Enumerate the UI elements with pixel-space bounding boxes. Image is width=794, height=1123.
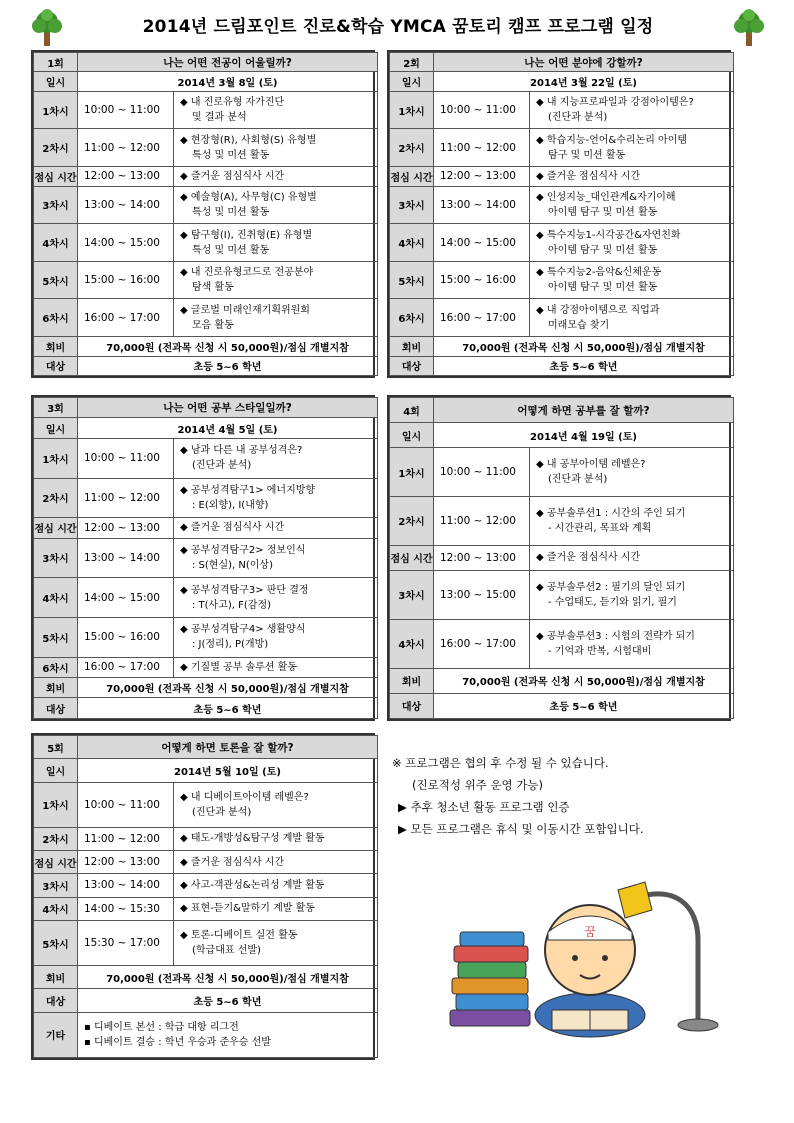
activity-line-2: (진단과 분석) [548,474,608,486]
etc-label: 기타 [34,1012,78,1057]
time-range: 14:00 ~ 15:00 [78,578,174,618]
fee-value: 70,000원 (전과목 신청 시 50,000원)/점심 개별지참 [78,966,378,989]
time-range: 15:30 ~ 17:00 [78,920,174,965]
target-value: 초등 5~6 학년 [78,698,378,719]
title-bar [30,8,766,48]
activity-line-2: (진단과 분석) [548,112,608,124]
time-range: 11:00 ~ 12:00 [78,129,174,167]
time-range: 15:00 ~ 16:00 [78,261,174,299]
activity-cell [174,782,378,827]
activity-line-2: 탐구 및 미션 활동 [548,149,626,161]
activity-cell [174,299,378,337]
target-value: 초등 5~6 학년 [434,356,734,375]
period-label: 3차시 [34,186,78,224]
kid-icon [535,905,645,1037]
session-2-table [387,50,731,378]
schedule-row [34,91,378,129]
activity-cell [174,897,378,920]
note-revision: ※ 프로그램은 협의 후 수정 될 수 있습니다. [392,756,609,770]
note-career: (진로적성 위주 운영 가능) [412,778,544,792]
schedule-row [34,897,378,920]
period-label: 3차시 [34,874,78,897]
notes [392,752,772,840]
period-label: 2차시 [390,497,434,546]
session-theme: 나는 어떤 분야에 강할까? [434,53,734,72]
session-date: 2014년 5월 10일 (토) [78,759,378,782]
schedule-row [34,224,378,262]
activity-cell [174,91,378,129]
activity-cell [530,129,734,167]
target-row [34,989,378,1012]
activity-line-1: ◆ 남과 다른 내 공부성격은? [180,445,303,457]
activity-line-1: ◆ 즐거운 점심식사 시간 [536,170,641,182]
schedule-row [34,617,378,657]
fee-label: 회비 [34,678,78,698]
date-label: 일시 [34,759,78,782]
session-3-table [31,395,375,721]
book-stack-icon [450,932,530,1026]
activity-cell [174,224,378,262]
target-value: 초등 5~6 학년 [78,356,378,375]
tree-icon [30,8,64,48]
activity-cell [530,167,734,186]
target-value: 초등 5~6 학년 [434,693,734,718]
activity-cell [174,920,378,965]
activity-line-1: ◆ 공부솔루션1 : 시간의 주인 되기 [536,507,686,519]
period-label: 점심 시간 [390,167,434,186]
activity-line-1: ◆ 즐거운 점심식사 시간 [180,170,285,182]
time-range: 13:00 ~ 14:00 [78,186,174,224]
activity-cell [174,186,378,224]
activity-line-1: ◆ 공부성격탐구1> 에너지방향 [180,484,316,496]
time-range: 11:00 ~ 12:00 [78,827,174,850]
activity-line-2: (진단과 분석) [192,806,252,818]
activity-line-2: (진단과 분석) [192,460,252,472]
period-label: 6차시 [34,299,78,337]
fee-row [390,668,734,693]
period-label: 2차시 [34,478,78,518]
time-range: 11:00 ~ 12:00 [434,129,530,167]
target-label: 대상 [34,698,78,719]
activity-cell [530,186,734,224]
time-range: 11:00 ~ 12:00 [434,497,530,546]
activity-cell [174,874,378,897]
fee-label: 회비 [390,337,434,356]
activity-cell [530,261,734,299]
activity-line-1: ◆ 내 지능프로파일과 강점아이템은? [536,97,694,109]
activity-line-1: ◆ 사고-객관성&논리성 계발 활동 [180,879,325,891]
activity-line-2: (학급대표 선발) [192,945,261,957]
session-header-row [34,53,378,72]
activity-cell [530,299,734,337]
session-theme: 어떻게 하면 공부를 잘 할까? [434,398,734,423]
schedule-row [34,518,378,538]
session-theme: 나는 어떤 공부 스타일일까? [78,398,378,418]
schedule-row [390,545,734,570]
activity-line-2: 아이템 탐구 및 미션 활동 [548,206,658,218]
activity-cell [530,91,734,129]
time-range: 13:00 ~ 14:00 [78,874,174,897]
activity-line-2: 미래모습 찾기 [548,319,610,331]
activity-line-1: ◆ 공부솔루션3 : 시험의 전략가 되기 [536,630,695,642]
activity-cell [530,497,734,546]
activity-line-2: : S(현실), N(이상) [192,559,273,571]
activity-cell [174,438,378,478]
date-label: 일시 [390,72,434,91]
activity-cell [530,224,734,262]
time-range: 15:00 ~ 16:00 [434,261,530,299]
session-number: 5회 [34,736,78,759]
period-label: 2차시 [390,129,434,167]
activity-line-1: ◆ 즐거운 점심식사 시간 [536,552,641,564]
activity-line-1: ◆ 예술형(A), 사무형(C) 유형별 [180,191,317,203]
activity-line-2: 탐색 활동 [192,282,234,294]
target-label: 대상 [390,693,434,718]
activity-line-1: ◆ 내 진로유형코드로 전공분야 [180,267,314,279]
session-date: 2014년 4월 19일 (토) [434,423,734,448]
activity-line-1: ◆ 공부성격탐구4> 생활양식 [180,624,306,636]
period-label: 1차시 [34,438,78,478]
fee-label: 회비 [390,668,434,693]
date-row [390,423,734,448]
fee-label: 회비 [34,337,78,356]
session-number: 3회 [34,398,78,418]
schedule-row [34,261,378,299]
session-number: 2회 [390,53,434,72]
period-label: 5차시 [34,617,78,657]
schedule-row [34,657,378,677]
activity-cell [174,129,378,167]
time-range: 13:00 ~ 14:00 [434,186,530,224]
time-range: 12:00 ~ 13:00 [434,545,530,570]
activity-line-1: ◆ 공부성격탐구3> 판단 결정 [180,584,309,596]
target-row [34,698,378,719]
activity-line-1: ◆ 태도-개방성&탐구성 계발 활동 [180,833,325,845]
time-range: 15:00 ~ 16:00 [78,617,174,657]
period-label: 4차시 [34,897,78,920]
activity-line-1: ◆ 내 공부아이템 레벨은? [536,459,646,471]
period-label: 1차시 [390,448,434,497]
date-row [34,759,378,782]
page-title: 2014년 드림포인트 진로&학습 YMCA 꿈토리 캠프 프로그램 일정 [142,17,654,37]
schedule-row [390,497,734,546]
time-range: 13:00 ~ 14:00 [78,538,174,578]
activity-cell [174,851,378,874]
period-label: 2차시 [34,129,78,167]
activity-cell [530,448,734,497]
activity-cell [174,657,378,677]
fee-row [390,337,734,356]
session-theme: 어떻게 하면 토론을 잘 할까? [78,736,378,759]
schedule-row [34,438,378,478]
activity-line-2: - 기억과 반복, 시험대비 [548,645,652,657]
schedule-row [34,299,378,337]
date-label: 일시 [34,72,78,91]
activity-line-2: 특성 및 미션 활동 [192,149,270,161]
date-label: 일시 [390,423,434,448]
period-label: 4차시 [390,224,434,262]
activity-cell [530,571,734,620]
date-row [390,72,734,91]
svg-text:꿈: 꿈 [584,925,596,939]
schedule-row [390,91,734,129]
period-label: 점심 시간 [34,518,78,538]
schedule-row [34,782,378,827]
target-label: 대상 [34,989,78,1012]
target-row [34,356,378,375]
schedule-row [34,827,378,850]
schedule-row [390,224,734,262]
session-header-row [34,398,378,418]
time-range: 16:00 ~ 17:00 [78,657,174,677]
note-break-time: ▶ 모든 프로그램은 휴식 및 이동시간 포함입니다. [398,822,644,836]
activity-line-1: ◆ 내 진로유형 자가진단 [180,97,285,109]
activity-line-1: ◆ 현장형(R), 사회형(S) 유형별 [180,134,317,146]
schedule-row [34,478,378,518]
activity-line-2: 아이템 탐구 및 미션 활동 [548,244,658,256]
session-header-row [390,53,734,72]
date-row [34,72,378,91]
target-label: 대상 [34,356,78,375]
activity-line-2: : E(외향), I(내향) [192,499,269,511]
period-label: 4차시 [34,224,78,262]
activity-line-2: 특성 및 미션 활동 [192,244,270,256]
time-range: 14:00 ~ 15:30 [78,897,174,920]
schedule-row [34,920,378,965]
activity-line-2: - 수업태도, 듣기와 읽기, 필기 [548,596,677,608]
period-label: 2차시 [34,827,78,850]
etc-item: ▪ 디베이트 본선 : 학급 대항 리그전 [84,1021,239,1033]
activity-line-1: ◆ 기질별 공부 솔루션 활동 [180,661,298,673]
session-theme: 나는 어떤 전공이 어울릴까? [78,53,378,72]
activity-line-2: : J(정리), P(개방) [192,639,269,651]
date-label: 일시 [34,418,78,438]
schedule-row [390,129,734,167]
fee-value: 70,000원 (전과목 신청 시 50,000원)/점심 개별지참 [434,337,734,356]
schedule-row [390,571,734,620]
time-range: 10:00 ~ 11:00 [434,91,530,129]
activity-line-2: : T(사고), F(감정) [192,599,272,611]
time-range: 12:00 ~ 13:00 [78,518,174,538]
schedule-row [34,578,378,618]
activity-line-2: 아이템 탐구 및 미션 활동 [548,282,658,294]
activity-line-2: 모음 활동 [192,319,234,331]
activity-line-1: ◆ 특수지능2-음악&신체운동 [536,267,662,279]
time-range: 13:00 ~ 15:00 [434,571,530,620]
activity-line-1: ◆ 공부성격탐구2> 정보인식 [180,544,306,556]
target-row [390,356,734,375]
activity-line-1: ◆ 즐거운 점심식사 시간 [180,522,285,534]
activity-cell [530,545,734,570]
activity-line-1: ◆ 학습지능-언어&수리논리 아이템 [536,134,688,146]
activity-cell [174,538,378,578]
schedule-row [34,186,378,224]
fee-label: 회비 [34,966,78,989]
activity-line-1: ◆ 공부솔루션2 : 필기의 달인 되기 [536,581,686,593]
time-range: 10:00 ~ 11:00 [434,448,530,497]
period-label: 4차시 [34,578,78,618]
target-row [390,693,734,718]
fee-value: 70,000원 (전과목 신청 시 50,000원)/점심 개별지참 [434,668,734,693]
activity-cell [174,167,378,186]
schedule-row [34,874,378,897]
time-range: 14:00 ~ 15:00 [434,224,530,262]
period-label: 6차시 [34,657,78,677]
session-1-table [31,50,375,378]
etc-cell [78,1012,378,1057]
activity-cell [174,478,378,518]
time-range: 16:00 ~ 17:00 [434,299,530,337]
period-label: 3차시 [34,538,78,578]
fee-row [34,966,378,989]
period-label: 1차시 [34,91,78,129]
period-label: 점심 시간 [34,851,78,874]
period-label: 점심 시간 [390,545,434,570]
period-label: 6차시 [390,299,434,337]
tree-icon [732,8,766,48]
period-label: 3차시 [390,571,434,620]
target-value: 초등 5~6 학년 [78,989,378,1012]
studying-kid-illustration [440,880,740,1040]
period-label: 5차시 [34,920,78,965]
schedule-row [390,261,734,299]
fee-value: 70,000원 (전과목 신청 시 50,000원)/점심 개별지참 [78,678,378,698]
session-date: 2014년 3월 22일 (토) [434,72,734,91]
session-number: 4회 [390,398,434,423]
activity-line-2: 및 결과 분석 [192,112,247,124]
etc-row [34,1012,378,1057]
time-range: 16:00 ~ 17:00 [78,299,174,337]
etc-item: ▪ 디베이트 결승 : 학년 우승과 준우승 선발 [84,1036,271,1048]
activity-line-1: ◆ 즐거운 점심식사 시간 [180,856,285,868]
schedule-row [390,448,734,497]
session-header-row [390,398,734,423]
activity-line-1: ◆ 탐구형(I), 진취형(E) 유형별 [180,229,313,241]
schedule-row [34,851,378,874]
session-number: 1회 [34,53,78,72]
schedule-row [34,129,378,167]
activity-line-1: ◆ 내 강점아이템으로 직업과 [536,304,660,316]
fee-row [34,337,378,356]
fee-value: 70,000원 (전과목 신청 시 50,000원)/점심 개별지참 [78,337,378,356]
period-label: 5차시 [390,261,434,299]
schedule-row [390,619,734,668]
activity-cell [174,827,378,850]
activity-line-1: ◆ 인성지능_대인관계&자기이해 [536,191,676,203]
activity-cell [174,518,378,538]
schedule-row [34,538,378,578]
activity-line-2: 특성 및 미션 활동 [192,206,270,218]
time-range: 10:00 ~ 11:00 [78,91,174,129]
fee-row [34,678,378,698]
activity-line-1: ◆ 글로벌 미래인재기획위원회 [180,304,310,316]
time-range: 12:00 ~ 13:00 [434,167,530,186]
schedule-row [390,186,734,224]
activity-cell [174,578,378,618]
time-range: 10:00 ~ 11:00 [78,438,174,478]
time-range: 14:00 ~ 15:00 [78,224,174,262]
activity-cell [530,619,734,668]
period-label: 3차시 [390,186,434,224]
activity-line-1: ◆ 표현-듣기&말하기 계발 활동 [180,903,315,915]
activity-line-1: ◆ 토론-디베이트 실전 활동 [180,930,298,942]
time-range: 11:00 ~ 12:00 [78,478,174,518]
note-certification: ▶ 추후 청소년 활동 프로그램 인증 [398,800,570,814]
time-range: 16:00 ~ 17:00 [434,619,530,668]
time-range: 10:00 ~ 11:00 [78,782,174,827]
session-date: 2014년 3월 8일 (토) [78,72,378,91]
time-range: 12:00 ~ 13:00 [78,167,174,186]
date-row [34,418,378,438]
schedule-row [390,299,734,337]
target-label: 대상 [390,356,434,375]
schedule-row [34,167,378,186]
time-range: 12:00 ~ 13:00 [78,851,174,874]
session-header-row [34,736,378,759]
session-4-table [387,395,731,721]
period-label: 1차시 [34,782,78,827]
period-label: 4차시 [390,619,434,668]
schedule-row [390,167,734,186]
session-5-table [31,733,375,1060]
activity-cell [174,261,378,299]
period-label: 점심 시간 [34,167,78,186]
activity-cell [174,617,378,657]
session-date: 2014년 4월 5일 (토) [78,418,378,438]
period-label: 5차시 [34,261,78,299]
activity-line-2: - 시간관리, 목표와 계획 [548,522,652,534]
activity-line-1: ◆ 내 디베이트아이템 레벨은? [180,791,309,803]
activity-line-1: ◆ 특수지능1-시각공간&자연친화 [536,229,681,241]
period-label: 1차시 [390,91,434,129]
